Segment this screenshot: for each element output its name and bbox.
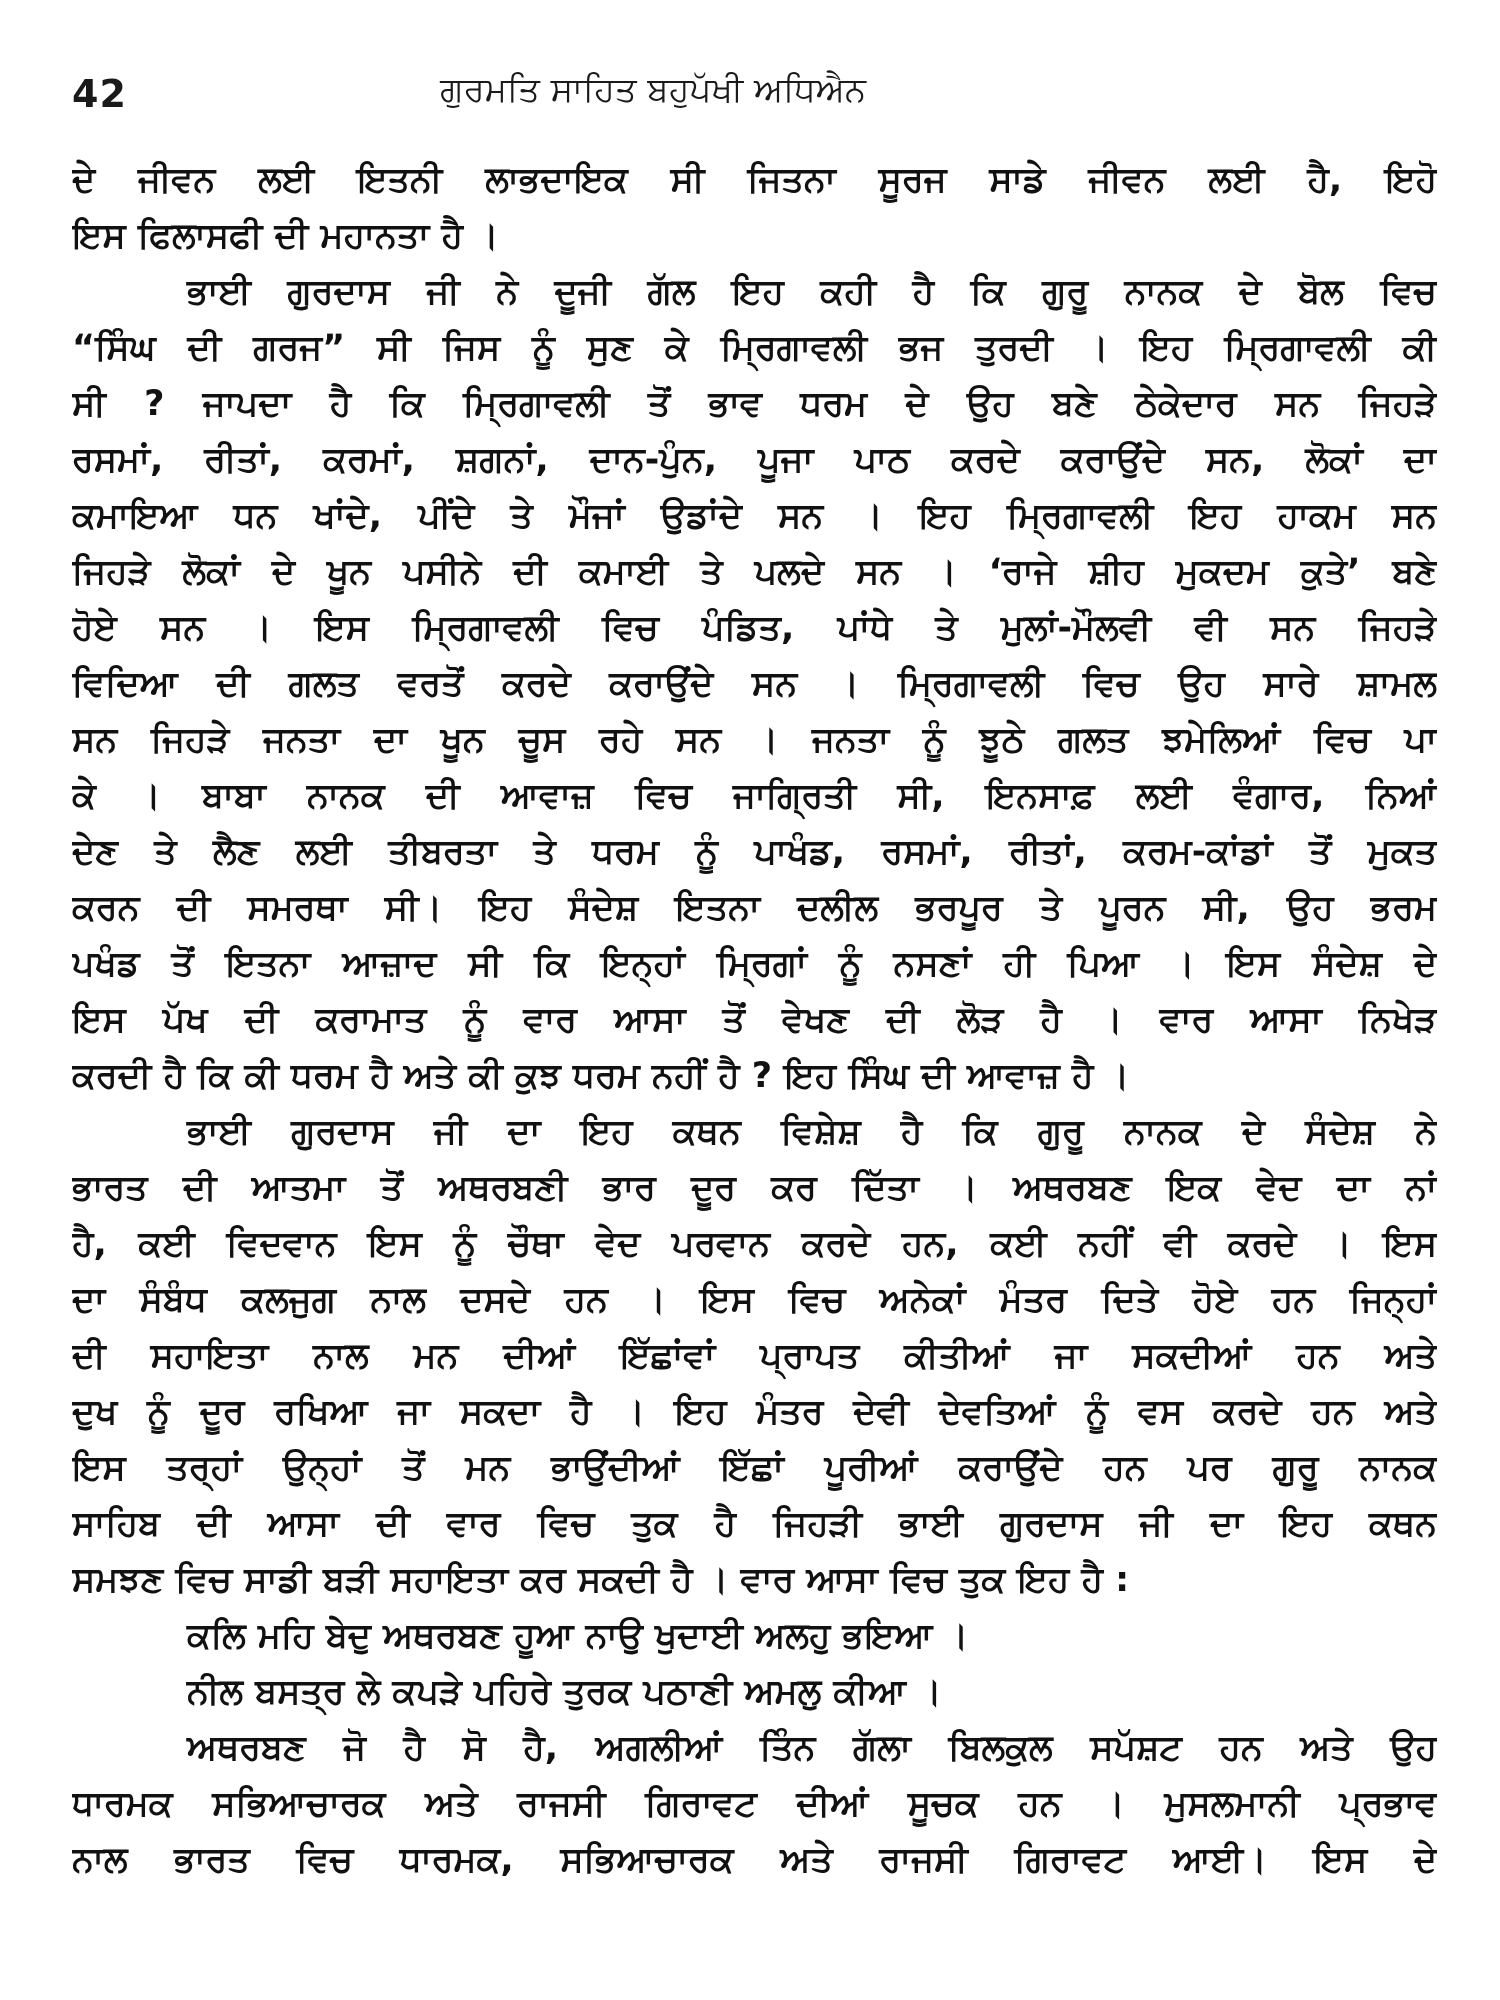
text-line: ਸੀ ? ਜਾਪਦਾ ਹੈ ਕਿ ਮ੍ਰਿਗਾਵਲੀ ਤੋਂ ਭਾਵ ਧਰਮ ਦੇ ਉਹ ਬਣੇ ਠੇਕੇਦਾਰ ਸਨ ਜਿਹੜੇ (72, 384, 1437, 424)
text-line: ਦਾ ਸੰਬੰਧ ਕਲਜੁਗ ਨਾਲ ਦਸਦੇ ਹਨ । ਇਸ ਵਿਚ ਅਨੇਕਾਂ ਮੰਤਰ ਦਿਤੇ ਹੋਏ ਹਨ ਜਿਨ੍ਹਾਂ (72, 1280, 1437, 1320)
body-text (72, 152, 1437, 1888)
text-line: ਕਰਨ ਦੀ ਸਮਰਥਾ ਸੀ। ਇਹ ਸੰਦੇਸ਼ ਇਤਨਾ ਦਲੀਲ ਭਰਪੂਰ ਤੇ ਪੂਰਨ ਸੀ, ਉਹ ਭਰਮ (72, 888, 1437, 928)
verse-line: ਨੀਲ ਬਸਤ੍ਰ ਲੇ ਕਪੜੇ ਪਹਿਰੇ ਤੁਰਕ ਪਠਾਣੀ ਅਮਲੁ ਕੀਆ । (187, 1672, 942, 1712)
text-line: ਕਰਦੀ ਹੈ ਕਿ ਕੀ ਧਰਮ ਹੈ ਅਤੇ ਕੀ ਕੁਝ ਧਰਮ ਨਹੀਂ ਹੈ ? ਇਹ ਸਿੰਘ ਦੀ ਆਵਾਜ਼ ਹੈ । (72, 1056, 1130, 1096)
paragraph-start-line: ਅਥਰਬਣ ਜੋ ਹੈ ਸੋ ਹੈ, ਅਗਲੀਆਂ ਤਿੰਨ ਗੱਲਾ ਬਿਲਕੁਲ ਸਪੱਸ਼ਟ ਹਨ ਅਤੇ ਉਹ (187, 1728, 1437, 1768)
text-line: ਸਨ ਜਿਹੜੇ ਜਨਤਾ ਦਾ ਖੂਨ ਚੂਸ ਰਹੇ ਸਨ । ਜਨਤਾ ਨੂੰ ਝੂਠੇ ਗਲਤ ਝਮੇਲਿਆਂ ਵਿਚ ਪਾ (72, 720, 1437, 760)
text-line: ਰਸਮਾਂ, ਰੀਤਾਂ, ਕਰਮਾਂ, ਸ਼ਗਨਾਂ, ਦਾਨ-ਪੁੰਨ, ਪੂਜਾ ਪਾਠ ਕਰਦੇ ਕਰਾਉਂਦੇ ਸਨ, ਲੋਕਾਂ ਦਾ (72, 440, 1437, 480)
running-header: ਗੁਰਮਤਿ ਸਾਹਿਤ ਬਹੁਪੱਖੀ ਅਧਿਐਨ (440, 70, 867, 110)
text-line: ਵਿਦਿਆ ਦੀ ਗਲਤ ਵਰਤੋਂ ਕਰਦੇ ਕਰਾਉਂਦੇ ਸਨ । ਮ੍ਰਿਗਾਵਲੀ ਵਿਚ ਉਹ ਸਾਰੇ ਸ਼ਾਮਲ (72, 664, 1437, 704)
text-line: “ਸਿੰਘ ਦੀ ਗਰਜ” ਸੀ ਜਿਸ ਨੂੰ ਸੁਣ ਕੇ ਮ੍ਰਿਗਾਵਲੀ ਭਜ ਤੁਰਦੀ । ਇਹ ਮ੍ਰਿਗਾਵਲੀ ਕੀ (72, 328, 1437, 368)
text-line: ਸਾਹਿਬ ਦੀ ਆਸਾ ਦੀ ਵਾਰ ਵਿਚ ਤੁਕ ਹੈ ਜਿਹੜੀ ਭਾਈ ਗੁਰਦਾਸ ਜੀ ਦਾ ਇਹ ਕਥਨ (72, 1504, 1437, 1544)
text-line: ਹੋਏ ਸਨ । ਇਸ ਮ੍ਰਿਗਾਵਲੀ ਵਿਚ ਪੰਡਿਤ, ਪਾਂਧੇ ਤੇ ਮੁਲਾਂ-ਮੌਲਵੀ ਵੀ ਸਨ ਜਿਹੜੇ (72, 608, 1437, 648)
text-line: ਕਮਾਇਆ ਧਨ ਖਾਂਦੇ, ਪੀਂਦੇ ਤੇ ਮੌਜਾਂ ਉਡਾਂਦੇ ਸਨ । ਇਹ ਮ੍ਰਿਗਾਵਲੀ ਇਹ ਹਾਕਮ ਸਨ (72, 496, 1437, 536)
verse-line: ਕਲਿ ਮਹਿ ਬੇਦੁ ਅਥਰਬਣ ਹੂਆ ਨਾਉ ਖੁਦਾਈ ਅਲਹੁ ਭਇਆ । (187, 1616, 969, 1656)
text-line: ਪਖੰਡ ਤੋਂ ਇਤਨਾ ਆਜ਼ਾਦ ਸੀ ਕਿ ਇਨ੍ਹਾਂ ਮ੍ਰਿਗਾਂ ਨੂੰ ਨਸਣਾਂ ਹੀ ਪਿਆ । ਇਸ ਸੰਦੇਸ਼ ਦੇ (72, 944, 1437, 984)
text-line: ਇਸ ਤਰ੍ਹਾਂ ਉਨ੍ਹਾਂ ਤੋਂ ਮਨ ਭਾਉਂਦੀਆਂ ਇੱਛਾਂ ਪੂਰੀਆਂ ਕਰਾਉਂਦੇ ਹਨ ਪਰ ਗੁਰੂ ਨਾਨਕ (72, 1448, 1437, 1488)
text-line: ਨਾਲ ਭਾਰਤ ਵਿਚ ਧਾਰਮਕ, ਸਭਿਆਚਾਰਕ ਅਤੇ ਰਾਜਸੀ ਗਿਰਾਵਟ ਆਈ। ਇਸ ਦੇ (72, 1840, 1437, 1880)
text-line: ਜਿਹੜੇ ਲੋਕਾਂ ਦੇ ਖੂਨ ਪਸੀਨੇ ਦੀ ਕਮਾਈ ਤੇ ਪਲਦੇ ਸਨ । ‘ਰਾਜੇ ਸ਼ੀਹ ਮੁਕਦਮ ਕੁਤੇ’ ਬਣੇ (72, 552, 1437, 592)
text-line: ਦੀ ਸਹਾਇਤਾ ਨਾਲ ਮਨ ਦੀਆਂ ਇੱਛਾਂਵਾਂ ਪ੍ਰਾਪਤ ਕੀਤੀਆਂ ਜਾ ਸਕਦੀਆਂ ਹਨ ਅਤੇ (72, 1336, 1437, 1376)
page-number: 42 (72, 72, 127, 116)
text-line: ਹੈ, ਕਈ ਵਿਦਵਾਨ ਇਸ ਨੂੰ ਚੌਥਾ ਵੇਦ ਪਰਵਾਨ ਕਰਦੇ ਹਨ, ਕਈ ਨਹੀਂ ਵੀ ਕਰਦੇ । ਇਸ (72, 1224, 1437, 1264)
text-line: ਦੇਣ ਤੇ ਲੈਣ ਲਈ ਤੀਬਰਤਾ ਤੇ ਧਰਮ ਨੂੰ ਪਾਖੰਡ, ਰਸਮਾਂ, ਰੀਤਾਂ, ਕਰਮ-ਕਾਂਡਾਂ ਤੋਂ ਮੁਕਤ (72, 832, 1437, 872)
paragraph-start-line: ਭਾਈ ਗੁਰਦਾਸ ਜੀ ਨੇ ਦੂਜੀ ਗੱਲ ਇਹ ਕਹੀ ਹੈ ਕਿ ਗੁਰੂ ਨਾਨਕ ਦੇ ਬੋਲ ਵਿਚ (187, 272, 1437, 312)
paragraph-start-line: ਭਾਈ ਗੁਰਦਾਸ ਜੀ ਦਾ ਇਹ ਕਥਨ ਵਿਸ਼ੇਸ਼ ਹੈ ਕਿ ਗੁਰੂ ਨਾਨਕ ਦੇ ਸੰਦੇਸ਼ ਨੇ (187, 1112, 1437, 1152)
text-line: ਧਾਰਮਕ ਸਭਿਆਚਾਰਕ ਅਤੇ ਰਾਜਸੀ ਗਿਰਾਵਟ ਦੀਆਂ ਸੂਚਕ ਹਨ । ਮੁਸਲਮਾਨੀ ਪ੍ਰਭਾਵ (72, 1784, 1437, 1824)
text-line: ਇਸ ਪੱਖ ਦੀ ਕਰਾਮਾਤ ਨੂੰ ਵਾਰ ਆਸਾ ਤੋਂ ਵੇਖਣ ਦੀ ਲੋੜ ਹੈ । ਵਾਰ ਆਸਾ ਨਿਖੇੜ (72, 1000, 1437, 1040)
text-line: ਭਾਰਤ ਦੀ ਆਤਮਾ ਤੋਂ ਅਥਰਬਣੀ ਭਾਰ ਦੂਰ ਕਰ ਦਿੱਤਾ । ਅਥਰਬਣ ਇਕ ਵੇਦ ਦਾ ਨਾਂ (72, 1168, 1437, 1208)
text-line: ਦੇ ਜੀਵਨ ਲਈ ਇਤਨੀ ਲਾਭਦਾਇਕ ਸੀ ਜਿਤਨਾ ਸੂਰਜ ਸਾਡੇ ਜੀਵਨ ਲਈ ਹੈ, ਇਹੋ (72, 160, 1437, 200)
text-line: ਸਮਝਣ ਵਿਚ ਸਾਡੀ ਬੜੀ ਸਹਾਇਤਾ ਕਰ ਸਕਦੀ ਹੈ । ਵਾਰ ਆਸਾ ਵਿਚ ਤੁਕ ਇਹ ਹੈ : (72, 1560, 1130, 1600)
text-line: ਕੇ । ਬਾਬਾ ਨਾਨਕ ਦੀ ਆਵਾਜ਼ ਵਿਚ ਜਾਗ੍ਰਿਤੀ ਸੀ, ਇਨਸਾਫ਼ ਲਈ ਵੰਗਾਰ, ਨਿਆਂ (72, 776, 1437, 816)
text-line: ਇਸ ਫਿਲਾਸਫੀ ਦੀ ਮਹਾਨਤਾ ਹੈ । (72, 216, 499, 256)
text-line: ਦੁਖ ਨੂੰ ਦੂਰ ਰਖਿਆ ਜਾ ਸਕਦਾ ਹੈ । ਇਹ ਮੰਤਰ ਦੇਵੀ ਦੇਵਤਿਆਂ ਨੂੰ ਵਸ ਕਰਦੇ ਹਨ ਅਤੇ (72, 1392, 1437, 1432)
